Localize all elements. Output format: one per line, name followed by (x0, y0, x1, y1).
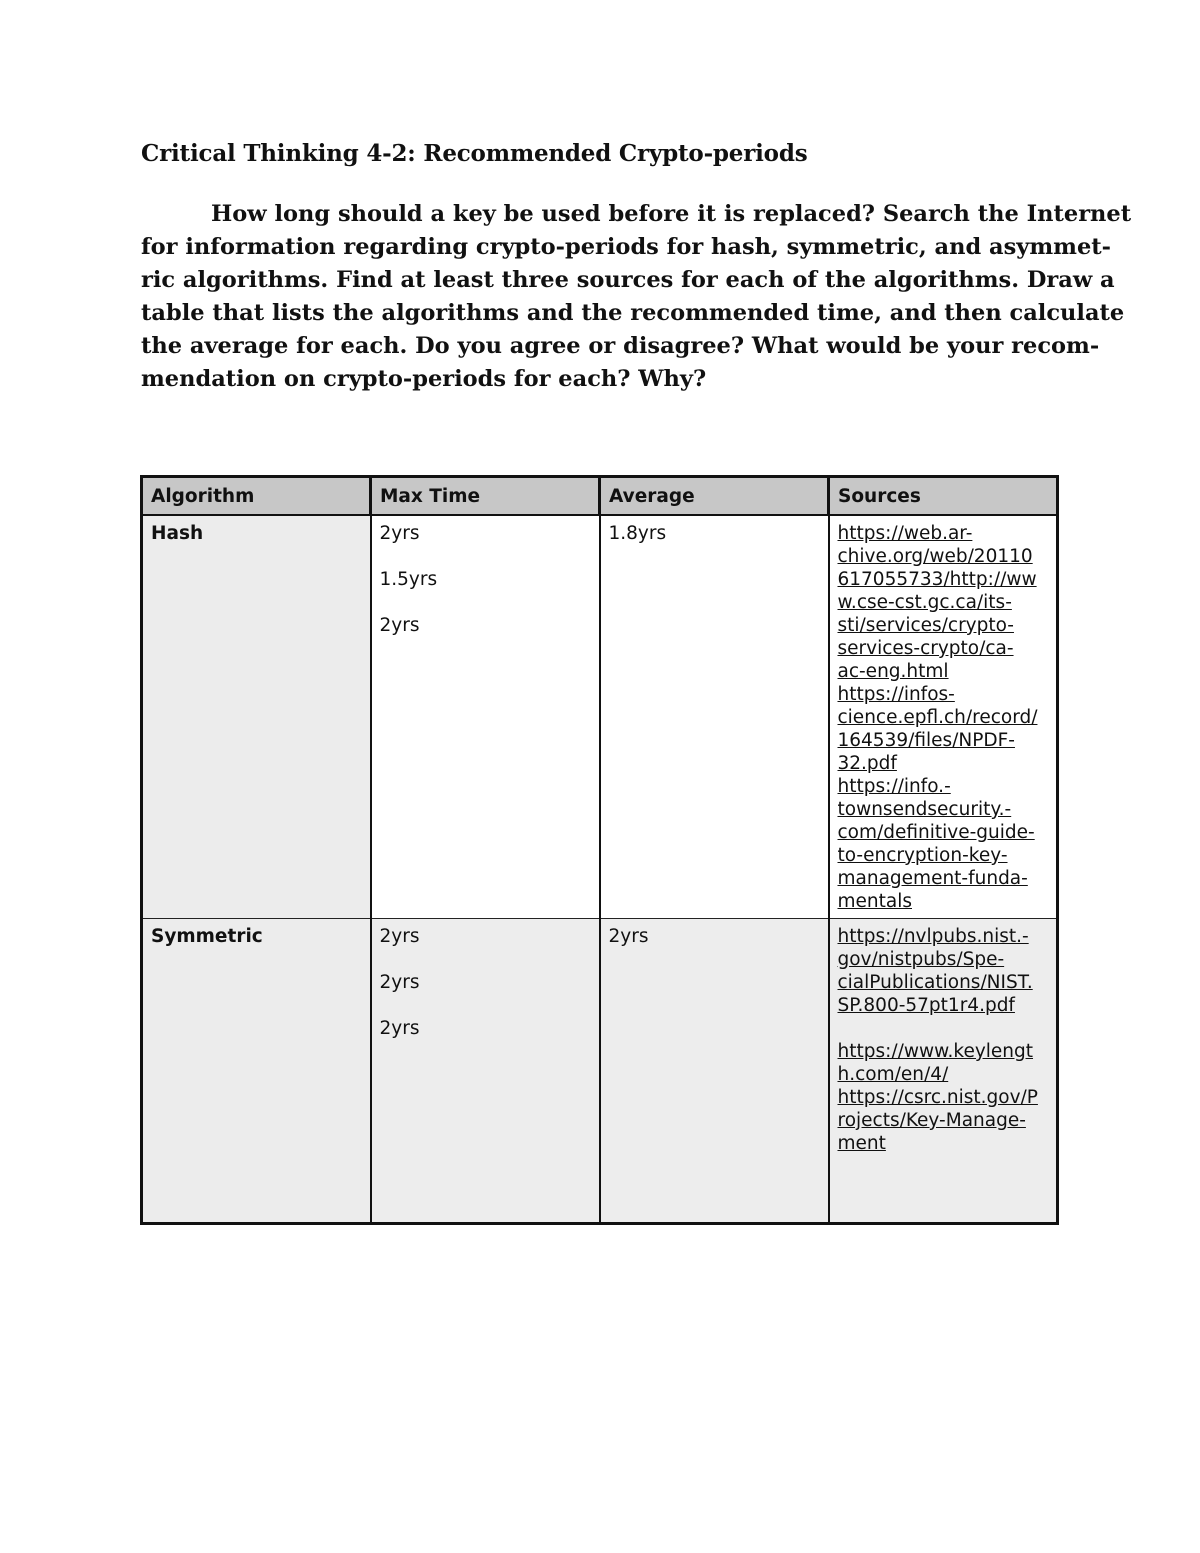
source-link-nist-sp[interactable] (838, 925, 1049, 1017)
source-link-cse[interactable] (838, 522, 1049, 683)
source-link-line[interactable]: w.cse-cst.gc.ca/its- (837, 592, 1012, 613)
algorithm-cell: Hash (142, 515, 371, 919)
max-time-value: 2yrs (379, 615, 420, 636)
source-link-line[interactable]: 164539/files/NPDF- (837, 730, 1015, 751)
table-row-hash (142, 515, 1058, 919)
source-link-line[interactable]: rojects/Key-Manage- (837, 1110, 1026, 1131)
header-sources: Sources (829, 477, 1058, 516)
max-time-value: 2yrs (379, 926, 420, 947)
source-link-line[interactable]: ac-eng.html (837, 661, 949, 682)
source-link-csrc[interactable] (838, 1086, 1049, 1155)
source-link-line[interactable]: https://www.keylengt (837, 1041, 1034, 1062)
source-link-line[interactable]: https://csrc.nist.gov/P (837, 1087, 1038, 1108)
max-time-value: 2yrs (379, 523, 420, 544)
source-link-line[interactable]: com/definitive-guide- (837, 822, 1035, 843)
assignment-prompt (141, 198, 1132, 396)
source-link-line[interactable]: 617055733/http://ww (837, 569, 1037, 590)
average-cell: 2yrs (600, 919, 829, 1224)
max-time-value: 2yrs (379, 972, 420, 993)
source-link-line[interactable]: h.com/en/4/ (837, 1064, 949, 1085)
source-link-line[interactable]: management-funda- (837, 868, 1028, 889)
header-max-time: Max Time (371, 477, 600, 516)
average-cell: 1.8yrs (600, 515, 829, 919)
source-link-line[interactable]: ment (837, 1133, 886, 1154)
table-header-row (142, 477, 1058, 516)
source-link-line[interactable]: https://infos- (837, 684, 955, 705)
source-link-line[interactable]: townsendsecurity.- (837, 799, 1012, 820)
prompt-line: mendation on crypto-periods for each? Why? (141, 366, 707, 392)
algorithm-cell: Symmetric (142, 919, 371, 1224)
header-average: Average (600, 477, 829, 516)
table-row-symmetric (142, 919, 1058, 1224)
source-link-line[interactable]: chive.org/web/20110 (837, 546, 1033, 567)
source-link-keylength[interactable] (838, 1040, 1049, 1086)
max-time-cell (371, 919, 600, 1224)
source-link-epfl[interactable] (838, 683, 1049, 775)
source-link-line[interactable]: mentals (837, 891, 912, 912)
source-link-line[interactable]: https://info.- (837, 776, 951, 797)
source-link-line[interactable]: gov/nistpubs/Spe- (837, 949, 1005, 970)
prompt-line: How long should a key be used before it is replaced? Search the Internet (211, 201, 1132, 227)
source-link-line[interactable]: 32.pdf (837, 753, 897, 774)
prompt-line: the average for each. Do you agree or disagree? What would be your recom- (141, 333, 1100, 359)
page-title: Critical Thinking 4-2: Recommended Crypto-periods (141, 140, 808, 167)
source-link-line[interactable]: sti/services/crypto- (837, 615, 1014, 636)
header-algorithm: Algorithm (142, 477, 371, 516)
source-link-line[interactable]: https://web.ar- (837, 523, 973, 544)
prompt-line: for information regarding crypto-periods for hash, symmetric, and asymmet- (141, 234, 1111, 260)
source-link-line[interactable]: cience.epfl.ch/record/ (837, 707, 1038, 728)
prompt-line: ric algorithms. Find at least three sources for each of the algorithms. Draw a (141, 267, 1115, 293)
max-time-value: 1.5yrs (379, 569, 438, 590)
source-link-line[interactable]: https://nvlpubs.nist.- (837, 926, 1029, 947)
source-link-line[interactable]: SP.800-57pt1r4.pdf (837, 995, 1015, 1016)
sources-cell (829, 919, 1058, 1224)
crypto-period-table (140, 475, 1059, 1225)
source-link-line[interactable]: to-encryption-key- (837, 845, 1008, 866)
source-link-line[interactable]: services-crypto/ca- (837, 638, 1014, 659)
max-time-value: 2yrs (379, 1018, 420, 1039)
prompt-line: table that lists the algorithms and the recommended time, and then calculate (141, 300, 1125, 326)
sources-cell (829, 515, 1058, 919)
max-time-cell (371, 515, 600, 919)
source-link-line[interactable]: cialPublications/NIST. (837, 972, 1033, 993)
source-link-townsend[interactable] (838, 775, 1049, 913)
